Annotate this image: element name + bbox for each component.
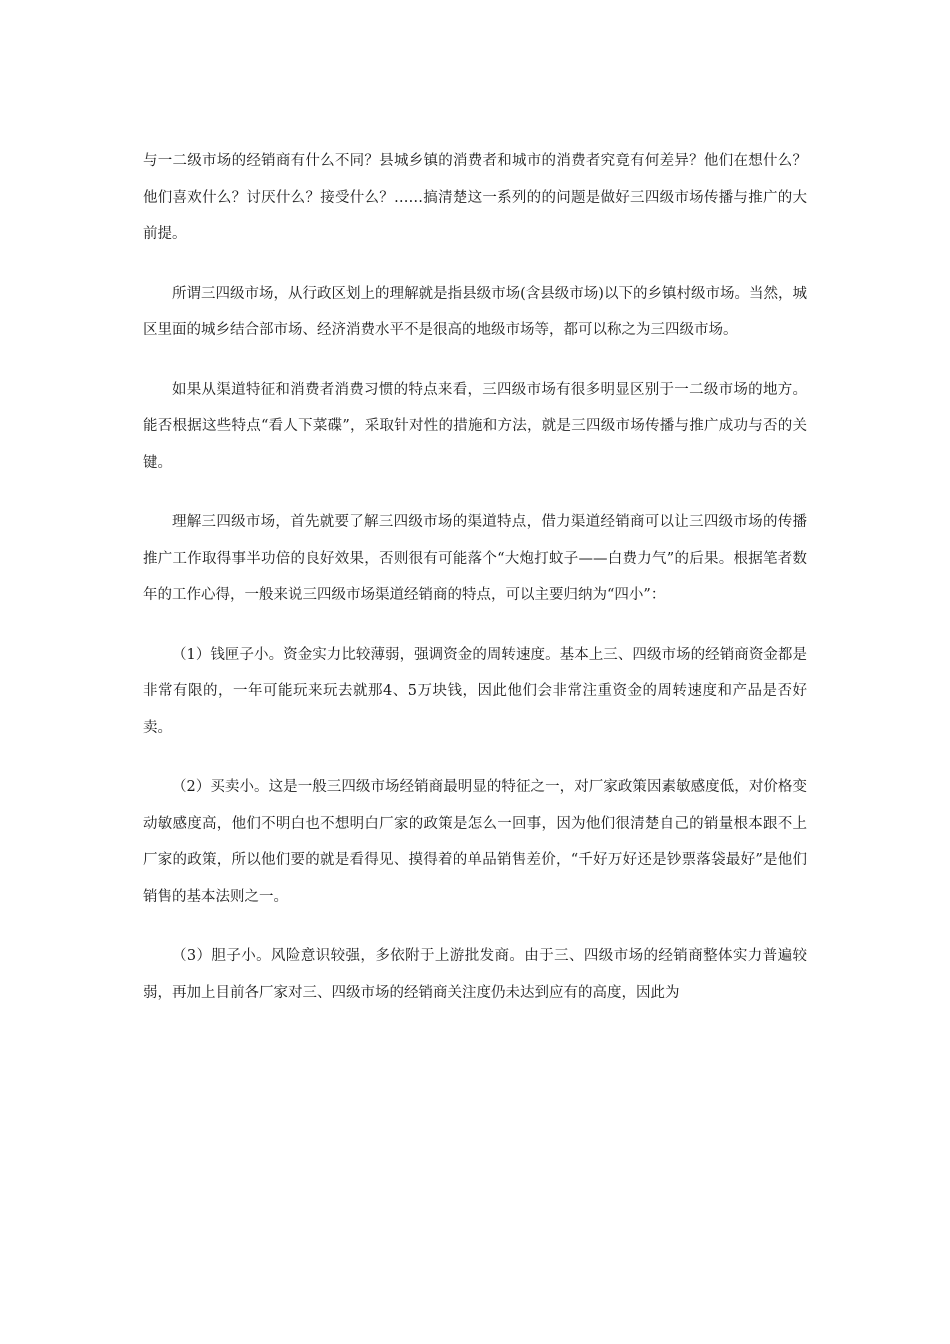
paragraph-1: 与一二级市场的经销商有什么不同？县城乡镇的消费者和城市的消费者究竟有何差异？他们在想什么？他们喜欢什么？讨厌什么？接受什么？……搞清楚这一系列的的问题是做好三四级市场传播与推广的大前提。 xyxy=(143,153,807,242)
paragraph-3: 如果从渠道特征和消费者消费习惯的特点来看，三四级市场有很多明显区别于一二级市场的地方。能否根据这些特点“看人下菜碟”，采取针对性的措施和方法，就是三四级市场传播与推广成功与否的关键。 xyxy=(143,381,807,471)
document-body xyxy=(143,143,807,1034)
paragraph-7: （3）胆子小。风险意识较强，多依附于上游批发商。由于三、四级市场的经销商整体实力普遍较弱，再加上目前各厂家对三、四级市场的经销商关注度仍未达到应有的高度，因此为 xyxy=(143,948,807,1001)
paragraph-4: 理解三四级市场，首先就要了解三四级市场的渠道特点，借力渠道经销商可以让三四级市场的传播推广工作取得事半功倍的良好效果，否则很有可能落个“大炮打蚊子——白费力气”的后果。根据笔者数年的工作心得，一般来说三四级市场渠道经销商的特点，可以主要归纳为“四小”： xyxy=(143,514,807,603)
paragraph-6: （2）买卖小。这是一般三四级市场经销商最明显的特征之一，对厂家政策因素敏感度低，对价格变动敏感度高，他们不明白也不想明白厂家的政策是怎么一回事，因为他们很清楚自己的销量根本跟不上厂家的政策，所以他们要的就是看得见、摸得着的单品销售差价，“千好万好还是钞票落袋最好”是他们销售的基本法则之一。 xyxy=(143,779,807,905)
paragraph-5: （1）钱匣子小。资金实力比较薄弱，强调资金的周转速度。基本上三、四级市场的经销商资金都是非常有限的，一年可能玩来玩去就那4、5万块钱，因此他们会非常注重资金的周转速度和产品是否好卖。 xyxy=(143,646,807,736)
paragraph-2: 所谓三四级市场，从行政区划上的理解就是指县级市场(含县级市场)以下的乡镇村级市场。当然，城区里面的城乡结合部市场、经济消费水平不是很高的地级市场等，都可以称之为三四级市场。 xyxy=(143,285,807,338)
